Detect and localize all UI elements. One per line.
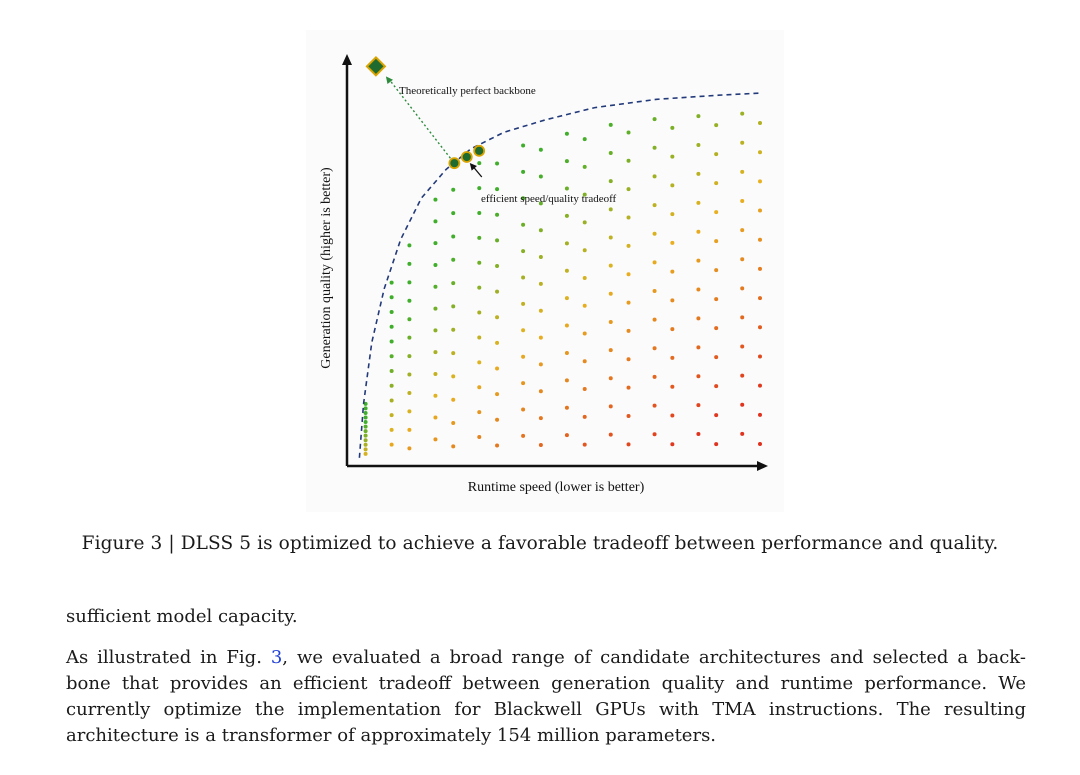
paragraph-2-line-4: architecture is a transformer of approximately 154 million parameters. <box>66 725 717 746</box>
candidate-point <box>495 187 499 191</box>
candidate-point <box>696 172 700 176</box>
candidate-point <box>583 220 587 224</box>
paragraph-2 <box>66 645 1026 749</box>
candidate-point <box>609 320 613 324</box>
candidate-point <box>609 207 613 211</box>
candidate-point <box>740 199 744 203</box>
candidate-point <box>407 373 411 377</box>
y-axis-arrow-icon <box>342 54 352 65</box>
candidate-point <box>477 286 481 290</box>
candidate-point <box>390 295 394 299</box>
candidate-point <box>758 354 762 358</box>
candidate-point <box>565 132 569 136</box>
candidate-point <box>521 302 525 306</box>
efficient-point <box>474 146 484 156</box>
candidate-point <box>583 332 587 336</box>
candidate-point <box>653 432 657 436</box>
candidate-point <box>714 181 718 185</box>
candidate-point <box>758 296 762 300</box>
candidate-point <box>407 262 411 266</box>
candidate-point <box>565 187 569 191</box>
candidate-point <box>609 235 613 239</box>
candidate-point <box>740 345 744 349</box>
candidate-point <box>696 114 700 118</box>
paragraph-2-line-3: currently optimize the implementation for Blackwell GPUs with TMA instructions. The resulting <box>66 699 1026 720</box>
candidate-point <box>627 414 631 418</box>
candidate-point <box>696 230 700 234</box>
candidate-point <box>740 141 744 145</box>
candidate-point <box>451 421 455 425</box>
candidate-point <box>714 152 718 156</box>
candidate-point <box>407 409 411 413</box>
candidate-point <box>565 406 569 410</box>
caption-separator: | <box>168 533 175 554</box>
scatter-chart <box>306 30 784 512</box>
candidate-point <box>565 378 569 382</box>
candidate-point <box>364 447 368 451</box>
candidate-point <box>670 298 674 302</box>
candidate-point <box>758 238 762 242</box>
candidate-point <box>495 443 499 447</box>
candidate-point <box>565 433 569 437</box>
figure-panel <box>306 30 784 512</box>
candidate-point <box>583 415 587 419</box>
candidate-point <box>477 261 481 265</box>
candidate-point <box>433 437 437 441</box>
candidate-point <box>539 148 543 152</box>
candidate-point <box>758 179 762 183</box>
candidate-point <box>670 126 674 130</box>
candidate-point <box>609 348 613 352</box>
candidate-point <box>696 374 700 378</box>
candidate-point <box>451 258 455 262</box>
candidate-point <box>653 346 657 350</box>
candidate-point <box>609 433 613 437</box>
efficient-point <box>449 158 459 168</box>
candidate-point <box>495 341 499 345</box>
candidate-point <box>670 241 674 245</box>
candidate-point <box>451 398 455 402</box>
candidate-point <box>433 416 437 420</box>
efficient-point <box>462 152 472 162</box>
candidate-point <box>477 435 481 439</box>
candidate-point <box>653 260 657 264</box>
candidate-point <box>495 315 499 319</box>
paragraph-1 <box>66 604 1026 630</box>
candidate-point <box>407 317 411 321</box>
candidate-point <box>451 444 455 448</box>
candidate-point <box>714 384 718 388</box>
candidate-point <box>539 175 543 179</box>
candidate-point <box>583 165 587 169</box>
candidate-point <box>390 281 394 285</box>
candidate-point <box>433 307 437 311</box>
candidate-point <box>740 374 744 378</box>
candidate-point <box>565 159 569 163</box>
candidate-point <box>390 384 394 388</box>
paragraph-2-line-1 <box>66 645 1026 671</box>
candidate-point <box>495 238 499 242</box>
candidate-point <box>407 299 411 303</box>
candidate-point <box>609 376 613 380</box>
candidate-point <box>390 340 394 344</box>
candidate-point <box>670 413 674 417</box>
candidate-point <box>565 214 569 218</box>
candidate-point <box>696 432 700 436</box>
candidate-point <box>670 327 674 331</box>
candidate-point <box>583 137 587 141</box>
candidate-point <box>740 403 744 407</box>
candidate-point <box>433 372 437 376</box>
candidate-point <box>521 328 525 332</box>
candidate-point <box>495 161 499 165</box>
candidate-point <box>521 408 525 412</box>
candidate-point <box>407 446 411 450</box>
candidate-point <box>758 121 762 125</box>
candidate-point <box>583 248 587 252</box>
candidate-point <box>670 356 674 360</box>
candidate-point <box>477 186 481 190</box>
candidate-point <box>390 413 394 417</box>
candidate-point <box>758 209 762 213</box>
candidate-point <box>521 381 525 385</box>
candidate-point <box>407 336 411 340</box>
candidate-point <box>627 329 631 333</box>
candidate-point <box>407 280 411 284</box>
efficient-annotation: efficient speed/quality tradeoff <box>481 193 617 205</box>
candidate-point <box>653 117 657 121</box>
candidate-point <box>390 398 394 402</box>
candidate-point <box>539 443 543 447</box>
candidate-point <box>758 384 762 388</box>
candidate-point <box>495 418 499 422</box>
candidate-point <box>609 123 613 127</box>
candidate-point <box>714 239 718 243</box>
candidate-point <box>495 392 499 396</box>
candidate-point <box>477 161 481 165</box>
y-axis-label: Generation quality (higher is better) <box>319 167 334 369</box>
candidate-point <box>740 315 744 319</box>
candidate-point <box>740 170 744 174</box>
candidate-point <box>565 351 569 355</box>
candidate-point <box>583 276 587 280</box>
candidate-point <box>407 391 411 395</box>
candidate-point <box>714 210 718 214</box>
x-axis-arrow-icon <box>757 461 768 471</box>
candidate-point <box>364 425 368 429</box>
candidate-point <box>627 301 631 305</box>
candidate-point <box>433 263 437 267</box>
candidate-point <box>477 311 481 315</box>
candidate-point <box>653 375 657 379</box>
candidate-point <box>714 413 718 417</box>
candidate-point <box>627 244 631 248</box>
candidate-point <box>477 335 481 339</box>
candidate-points <box>364 112 762 456</box>
candidate-point <box>364 434 368 438</box>
candidate-point <box>477 360 481 364</box>
candidate-point <box>521 144 525 148</box>
candidate-point <box>714 123 718 127</box>
perfect-annotation: Theoretically perfect backbone <box>399 85 536 97</box>
candidate-point <box>583 443 587 447</box>
paragraph-2-line-2: bone that provides an efficient tradeoff between generation quality and runtime performance. We <box>66 673 1026 694</box>
candidate-point <box>433 285 437 289</box>
candidate-point <box>451 234 455 238</box>
candidate-point <box>521 249 525 253</box>
candidate-point <box>451 328 455 332</box>
candidate-point <box>407 243 411 247</box>
candidate-point <box>758 413 762 417</box>
candidate-point <box>627 442 631 446</box>
figure-reference-link[interactable]: 3 <box>270 647 283 668</box>
candidate-point <box>758 267 762 271</box>
candidate-point <box>364 438 368 442</box>
candidate-point <box>670 270 674 274</box>
candidate-point <box>583 359 587 363</box>
candidate-point <box>653 174 657 178</box>
frontier-curve <box>359 93 760 458</box>
candidate-point <box>670 155 674 159</box>
candidate-point <box>627 159 631 163</box>
candidate-point <box>539 416 543 420</box>
candidate-point <box>627 216 631 220</box>
candidate-point <box>714 268 718 272</box>
candidate-point <box>451 304 455 308</box>
candidate-point <box>609 404 613 408</box>
candidate-point <box>521 434 525 438</box>
candidate-point <box>364 411 368 415</box>
candidate-point <box>583 387 587 391</box>
candidate-point <box>521 223 525 227</box>
candidate-point <box>390 443 394 447</box>
candidate-point <box>653 404 657 408</box>
candidate-point <box>451 351 455 355</box>
candidate-point <box>433 241 437 245</box>
candidate-point <box>714 442 718 446</box>
candidate-point <box>451 188 455 192</box>
candidate-point <box>521 276 525 280</box>
candidate-point <box>539 309 543 313</box>
candidate-point <box>539 282 543 286</box>
candidate-point <box>696 403 700 407</box>
candidate-point <box>521 355 525 359</box>
caption-text: DLSS 5 is optimized to achieve a favorable tradeoff between performance and quality. <box>180 533 999 554</box>
candidate-point <box>627 130 631 134</box>
candidate-point <box>714 326 718 330</box>
candidate-point <box>653 289 657 293</box>
candidate-point <box>433 198 437 202</box>
candidate-point <box>696 259 700 263</box>
candidate-point <box>539 362 543 366</box>
candidate-point <box>670 442 674 446</box>
candidate-point <box>653 146 657 150</box>
candidate-point <box>696 201 700 205</box>
candidate-point <box>495 367 499 371</box>
candidate-point <box>565 296 569 300</box>
line-1-start: As illustrated in Fig. <box>66 647 262 668</box>
paragraph-1-text: sufficient model capacity. <box>66 606 298 627</box>
candidate-point <box>696 288 700 292</box>
candidate-point <box>740 432 744 436</box>
candidate-point <box>390 369 394 373</box>
candidate-point <box>609 151 613 155</box>
candidate-point <box>758 325 762 329</box>
candidate-point <box>740 286 744 290</box>
candidate-point <box>670 212 674 216</box>
candidate-point <box>565 324 569 328</box>
candidate-point <box>364 429 368 433</box>
candidate-point <box>390 310 394 314</box>
candidate-point <box>627 187 631 191</box>
candidate-point <box>609 292 613 296</box>
candidate-point <box>390 354 394 358</box>
candidate-point <box>451 211 455 215</box>
line-1-end: , we evaluated a broad range of candidate architectures and selected a back- <box>282 647 1026 668</box>
candidate-point <box>740 228 744 232</box>
candidate-point <box>696 143 700 147</box>
candidate-point <box>696 345 700 349</box>
candidate-point <box>364 406 368 410</box>
candidate-point <box>433 328 437 332</box>
figure-caption <box>0 533 1080 554</box>
candidate-point <box>390 325 394 329</box>
candidate-point <box>565 269 569 273</box>
candidate-point <box>627 272 631 276</box>
candidate-point <box>670 183 674 187</box>
candidate-point <box>495 264 499 268</box>
x-axis-label: Runtime speed (lower is better) <box>467 480 645 495</box>
candidate-point <box>714 297 718 301</box>
candidate-point <box>758 442 762 446</box>
candidate-point <box>364 443 368 447</box>
candidate-point <box>477 385 481 389</box>
candidate-point <box>653 203 657 207</box>
candidate-point <box>433 394 437 398</box>
candidate-point <box>653 318 657 322</box>
candidate-point <box>539 228 543 232</box>
candidate-point <box>364 452 368 456</box>
candidate-point <box>477 211 481 215</box>
candidate-point <box>539 255 543 259</box>
candidate-point <box>740 257 744 261</box>
candidate-point <box>670 385 674 389</box>
candidate-point <box>407 428 411 432</box>
candidate-point <box>407 354 411 358</box>
candidate-point <box>451 281 455 285</box>
candidate-point <box>609 179 613 183</box>
candidate-point <box>477 236 481 240</box>
candidate-point <box>364 415 368 419</box>
perfect-backbone-marker <box>367 57 385 75</box>
candidate-point <box>653 232 657 236</box>
candidate-point <box>696 316 700 320</box>
candidate-point <box>539 389 543 393</box>
candidate-point <box>451 374 455 378</box>
candidate-point <box>583 304 587 308</box>
candidate-point <box>714 355 718 359</box>
candidate-point <box>521 170 525 174</box>
candidate-point <box>565 241 569 245</box>
candidate-point <box>390 428 394 432</box>
candidate-point <box>627 386 631 390</box>
candidate-point <box>477 410 481 414</box>
candidate-point <box>495 290 499 294</box>
candidate-point <box>740 112 744 116</box>
figure-label: Figure 3 <box>81 533 163 554</box>
candidate-point <box>495 213 499 217</box>
candidate-point <box>539 336 543 340</box>
candidate-point <box>627 357 631 361</box>
candidate-point <box>609 264 613 268</box>
candidate-point <box>433 350 437 354</box>
candidate-point <box>364 420 368 424</box>
candidate-point <box>758 150 762 154</box>
candidate-point <box>433 219 437 223</box>
